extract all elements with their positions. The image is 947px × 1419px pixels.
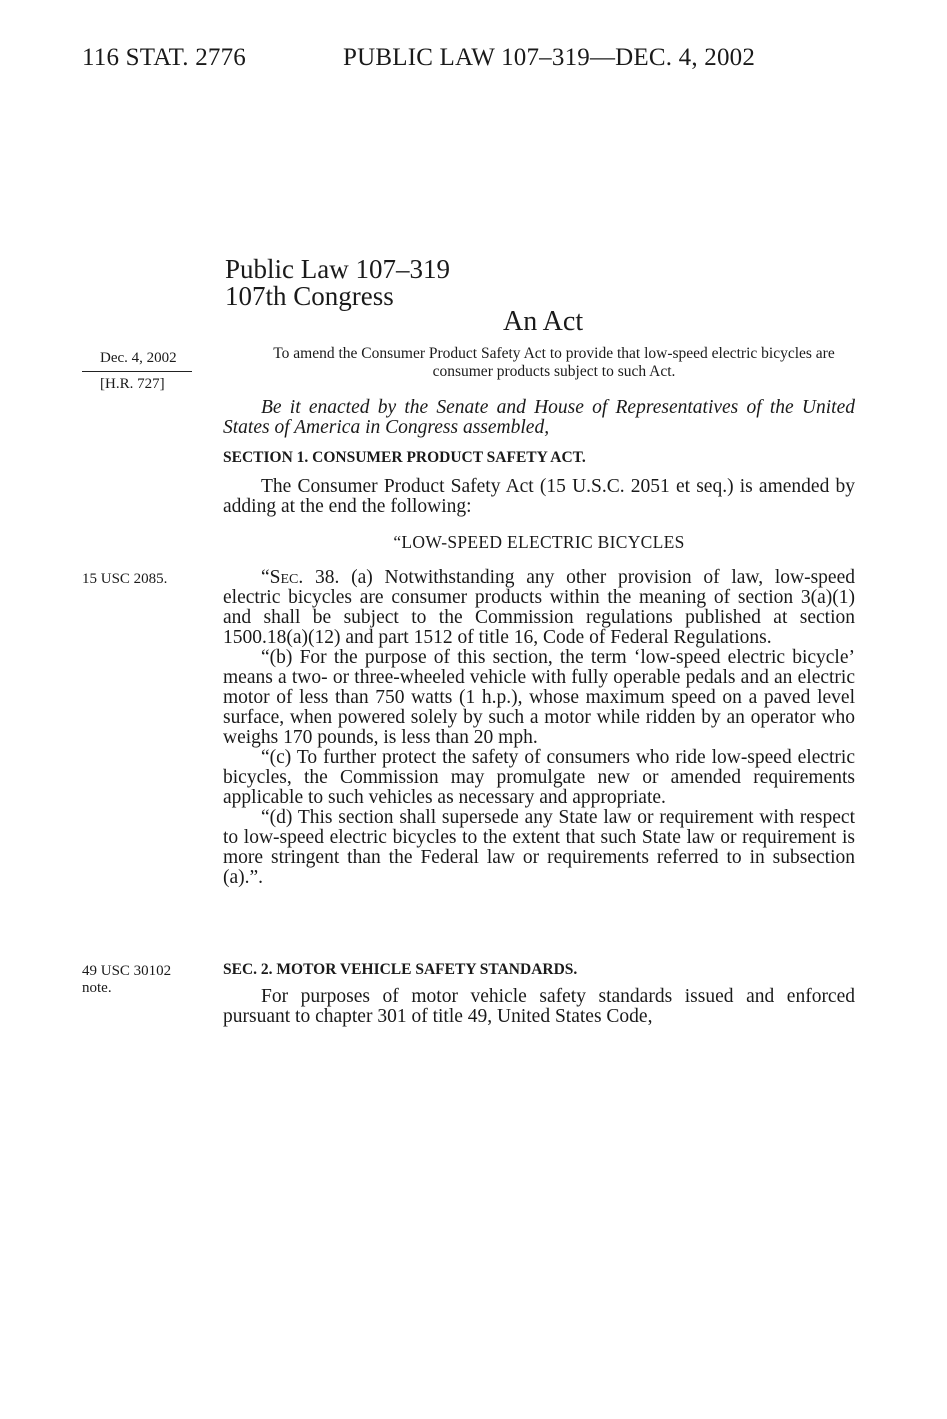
margin-note-49-usc: 49 USC 30102 — [82, 963, 172, 979]
subsection-c: “(c) To further protect the safety of consumers who ride low-speed electric bicycles, the Commission may promulgate new or amended requirements applicable to such vehicles as necessary and appropriate. — [223, 747, 855, 808]
margin-divider — [82, 371, 192, 372]
margin-note-15-usc: 15 USC 2085. — [82, 571, 168, 587]
margin-note-49-usc-note: note. — [82, 980, 112, 996]
section-2-paragraph: For purposes of motor vehicle safety standards issued and enforced pursuant to chapter 301 of title 49, United States Code, — [223, 986, 855, 1027]
public-law-number: Public Law 107–319 — [225, 254, 450, 284]
act-purpose: To amend the Consumer Product Safety Act to provide that low-speed electric bicycles are consumer products subject to such Act. — [273, 345, 835, 380]
congress-number: 107th Congress — [225, 281, 394, 311]
subsection-a-text: 38. (a) Notwithstanding any other provision of law, low-speed electric bicycles are consumer products within the meaning of section 3(a)(1) and shall be subject to the Commission regulations published at section 1500.18(a)(12) and part 1512 of title 16, Code of Federal Regulations. — [223, 567, 855, 648]
sec-label: “Sec. — [261, 567, 304, 588]
margin-date: Dec. 4, 2002 — [100, 350, 177, 366]
section-1-intro — [223, 477, 855, 517]
subsection-b: “(b) For the purpose of this section, the term ‘low-speed electric bicycle’ means a two- or three-wheeled vehicle with fully operable pedals and an electric motor of less than 750 watts (1 h.p.), whose maximum speed on a paved level surface, when powered solely by such a motor while ridden by an operator who weighs 170 pounds, is less than 20 mph. — [223, 647, 855, 748]
page-header-left: 116 STAT. 2776 — [82, 44, 246, 71]
page-header-right: PUBLIC LAW 107–319—DEC. 4, 2002 — [343, 44, 756, 71]
enacting-clause-text: Be it enacted by the Senate and House of Representatives of the United States of America in Congress assembled, — [223, 397, 855, 438]
subsection-d: “(d) This section shall supersede any State law or requirement with respect to low-speed electric bicycles to the extent that such State law or requirement is more stringent than the Federal law or requirements referred to in subsection (a).”. — [223, 807, 855, 888]
section-2-text — [223, 987, 855, 1027]
inserted-subtitle: “LOW-SPEED ELECTRIC BICYCLES — [393, 532, 685, 552]
act-title: An Act — [503, 306, 584, 337]
margin-bill-number: [H.R. 727] — [100, 376, 165, 392]
subsection-a — [223, 568, 855, 648]
section-2-heading: SEC. 2. MOTOR VEHICLE SAFETY STANDARDS. — [223, 961, 578, 978]
section-1-heading: SECTION 1. CONSUMER PRODUCT SAFETY ACT. — [223, 449, 586, 466]
enacting-clause — [223, 398, 855, 438]
section-38-text — [223, 568, 855, 888]
section-1-intro-text: The Consumer Product Safety Act (15 U.S.C. 2051 et seq.) is amended by adding at the end the following: — [223, 476, 855, 517]
